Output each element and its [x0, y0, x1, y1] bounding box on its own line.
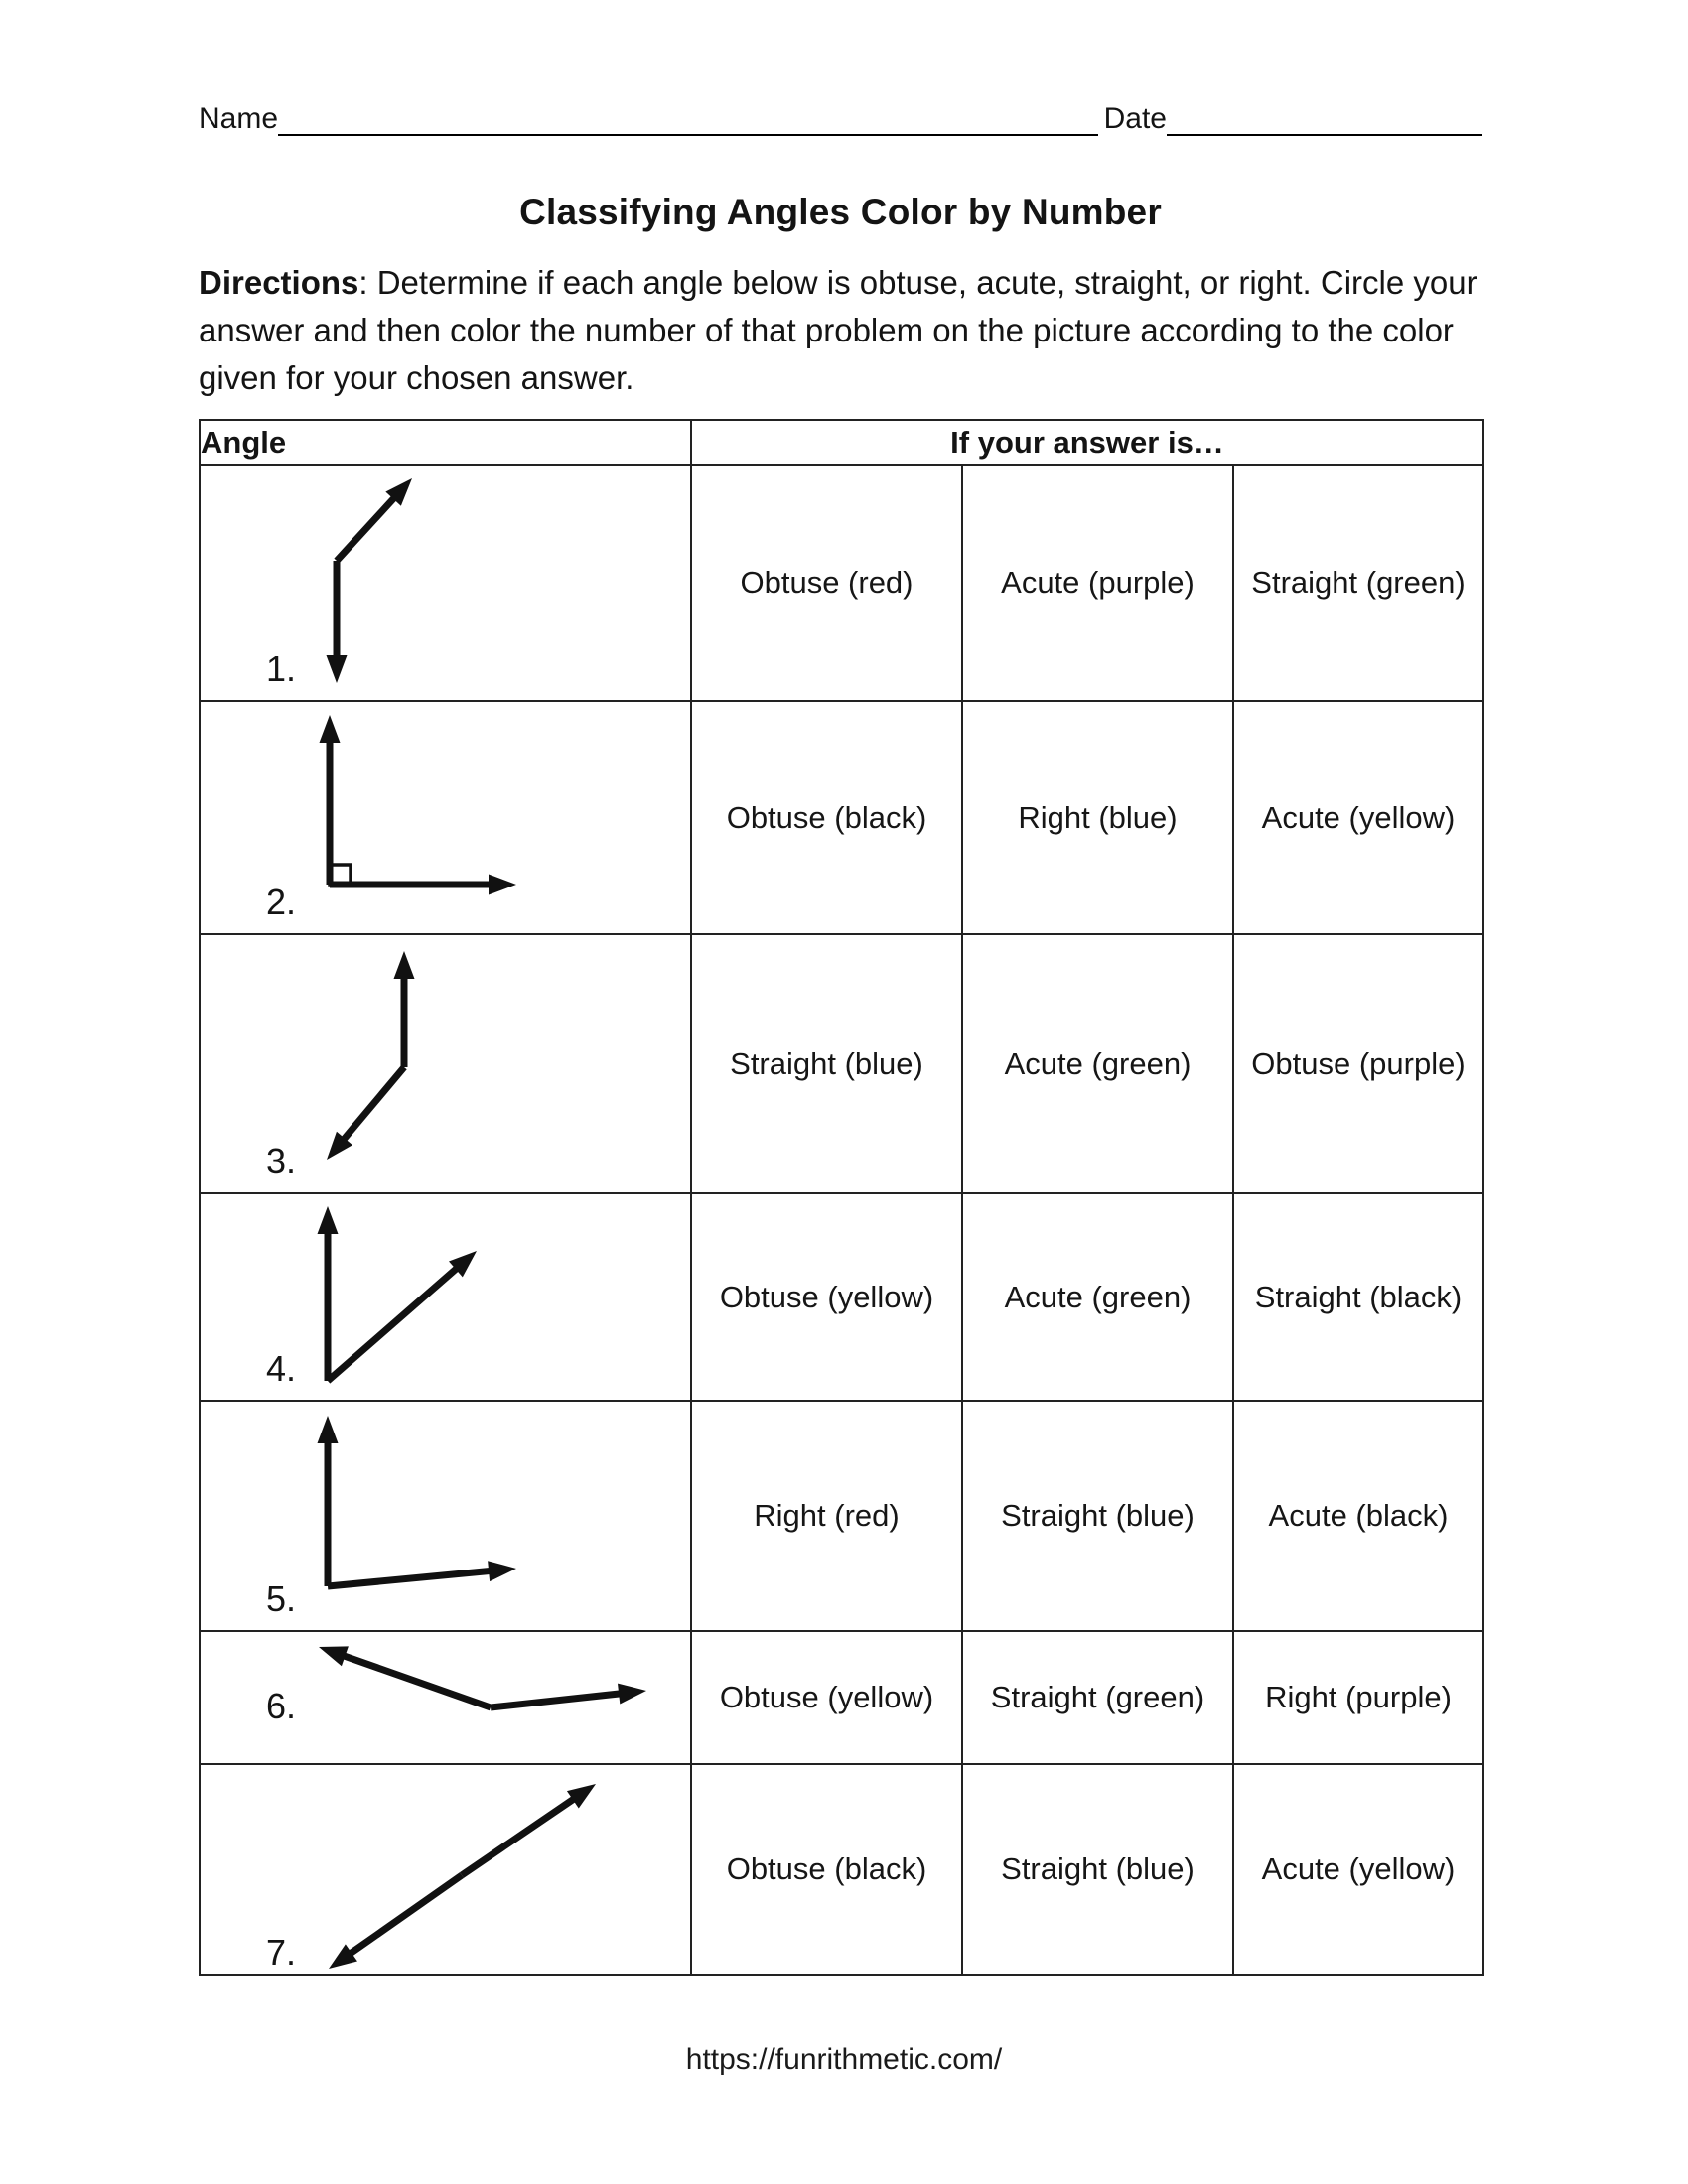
answer-option: Straight (blue) [962, 1401, 1233, 1631]
answer-option: Obtuse (black) [691, 1764, 962, 1975]
table-row [200, 1401, 1483, 1631]
answer-option: Obtuse (yellow) [691, 1631, 962, 1764]
date-blank-line [1167, 126, 1482, 136]
problem-number: 4. [266, 1348, 297, 1389]
table-row [200, 1631, 1483, 1764]
problem-number: 1. [266, 648, 297, 689]
angle-cell [200, 701, 691, 934]
answer-column-header: If your answer is… [691, 420, 1483, 465]
table-row [200, 934, 1483, 1193]
table-header-row [200, 420, 1483, 465]
table-row [200, 1764, 1483, 1975]
answer-option: Straight (blue) [962, 1764, 1233, 1975]
angles-table [199, 419, 1484, 1976]
problem-number: 6. [266, 1686, 297, 1726]
angle-cell [200, 465, 691, 701]
answer-option: Obtuse (yellow) [691, 1193, 962, 1401]
angle-column-header: Angle [200, 420, 691, 465]
problem-number: 7. [266, 1932, 297, 1973]
answer-option: Acute (yellow) [1233, 1764, 1483, 1975]
footer-url: https://funrithmetic.com/ [685, 2043, 1003, 2076]
answer-option: Obtuse (red) [691, 465, 962, 701]
page-title: Classifying Angles Color by Number [519, 192, 1162, 232]
answer-option: Acute (purple) [962, 465, 1233, 701]
table-row [200, 1193, 1483, 1401]
answer-option: Right (red) [691, 1401, 962, 1631]
directions [199, 259, 1482, 402]
answer-option: Straight (green) [962, 1631, 1233, 1764]
directions-line-1 [199, 259, 1482, 307]
directions-line-3: given for your chosen answer. [199, 359, 634, 396]
angle-cell [200, 1631, 691, 1764]
table-row [200, 465, 1483, 701]
problem-number: 2. [266, 882, 297, 922]
angle-cell [200, 1401, 691, 1631]
name-blank-line [278, 126, 1098, 136]
answer-option: Straight (green) [1233, 465, 1483, 701]
angle-cell [200, 934, 691, 1193]
directions-line-2: answer and then color the number of that problem on the picture according to the color [199, 312, 1454, 348]
answer-option: Acute (green) [962, 1193, 1233, 1401]
angle-cell [200, 1193, 691, 1401]
name-label: Name [199, 102, 279, 135]
table-row [200, 701, 1483, 934]
answer-option: Straight (black) [1233, 1193, 1483, 1401]
problem-number: 3. [266, 1141, 297, 1181]
name-date-row [199, 0, 1482, 136]
answer-option: Straight (blue) [691, 934, 962, 1193]
answer-option: Right (purple) [1233, 1631, 1483, 1764]
answer-option: Acute (yellow) [1233, 701, 1483, 934]
directions-label: Directions [199, 264, 359, 301]
answer-option: Obtuse (purple) [1233, 934, 1483, 1193]
answer-option: Right (blue) [962, 701, 1233, 934]
angle-cell [200, 1764, 691, 1975]
answer-option: Obtuse (black) [691, 701, 962, 934]
date-label: Date [1103, 102, 1167, 135]
angle-table-body [200, 465, 1483, 1975]
problem-number: 5. [266, 1578, 297, 1619]
answer-option: Acute (black) [1233, 1401, 1483, 1631]
answer-option: Acute (green) [962, 934, 1233, 1193]
directions-text-1: : Determine if each angle below is obtuse, acute, straight, or right. Circle your [358, 264, 1477, 301]
